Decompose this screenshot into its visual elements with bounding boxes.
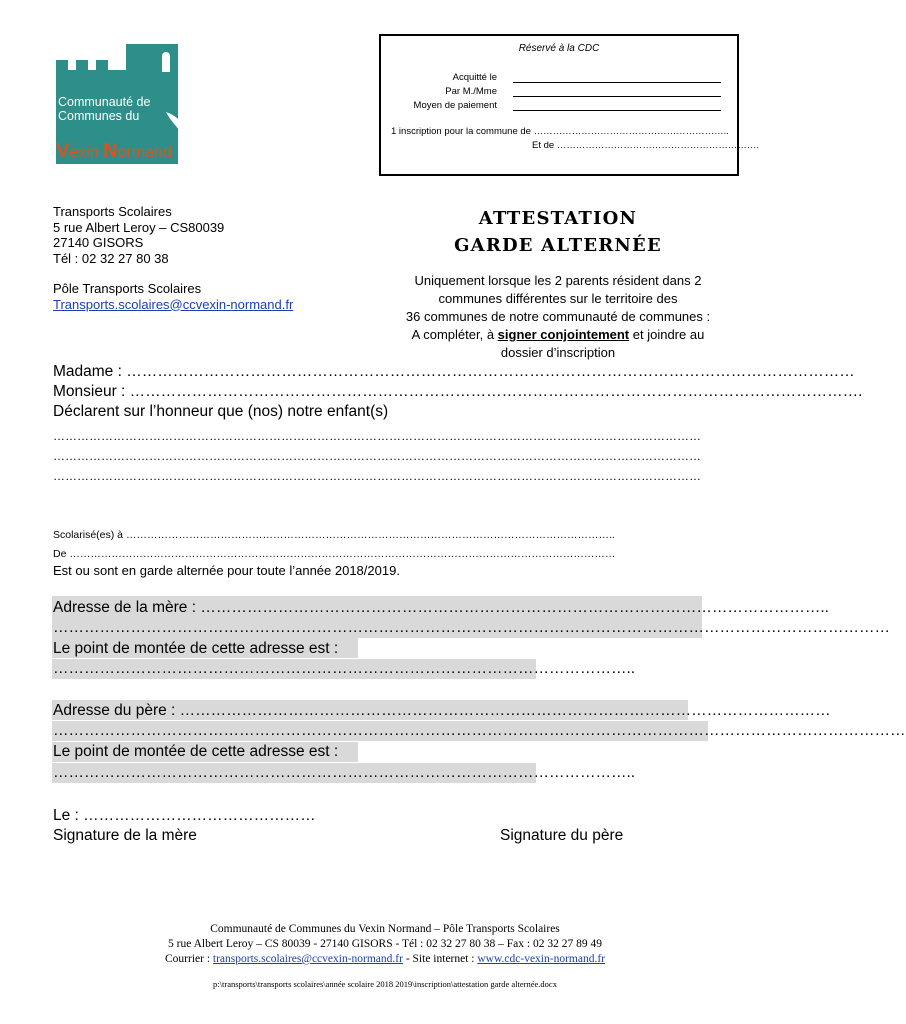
monsieur-field[interactable]: Monsieur : ……………………………………………………………………………………………………………………………. xyxy=(53,383,863,400)
footer-website-link[interactable]: www.cdc-vexin-normand.fr xyxy=(477,953,605,965)
et-de-commune: Et de ………………………………………………………. xyxy=(532,140,759,151)
contact-email-link[interactable]: Transports.scolaires@ccvexin-normand.fr xyxy=(53,296,294,312)
inscription-commune: 1 inscription pour la commune de …………………………………………………….. xyxy=(391,126,729,137)
father-address-line2[interactable]: ………………………………………………………………………………………………………………………………………………… xyxy=(53,722,906,739)
par-label: Par M./Mme xyxy=(445,86,497,97)
logo-text-line1: Communauté de xyxy=(58,95,151,109)
contact-phone: Tél : 02 32 27 80 38 xyxy=(53,250,169,266)
reserved-cdc-box xyxy=(379,34,759,176)
declare-label: Déclarent sur l’honneur que (nos) notre enfant(s) xyxy=(53,403,389,420)
father-address-field[interactable]: Adresse du père : ……………………………………………………………………………………………………………… xyxy=(53,702,831,719)
acquitte-line[interactable] xyxy=(513,81,721,83)
mother-pickup-label: Le point de montée de cette adresse est : xyxy=(53,640,339,657)
moyen-paiement-label: Moyen de paiement xyxy=(413,100,497,111)
de-field[interactable]: De ………………………………………………………………………………………………………………………………………… xyxy=(53,548,616,560)
contact-line: 5 rue Albert Leroy – CS80039 xyxy=(53,219,225,235)
acquitte-label: Acquitté le xyxy=(452,72,497,83)
logo-text-line2: Communes du xyxy=(58,109,140,123)
contact-line: Transports Scolaires xyxy=(53,204,172,219)
mother-pickup-field[interactable]: ………………………………………………………………………………………………….. xyxy=(53,660,636,677)
mother-address-line2[interactable]: ……………………………………………………………………………………………………………………………………………… xyxy=(53,619,890,636)
madame-field[interactable]: Madame : …………………………………………………………………………………………………………………………… xyxy=(53,363,855,380)
contact-block xyxy=(53,204,293,312)
logo xyxy=(52,40,212,170)
contact-line: 27140 GISORS xyxy=(53,235,144,250)
father-pickup-field[interactable]: ………………………………………………………………………………………………….. xyxy=(53,764,636,781)
signer-conjointement: signer conjointement xyxy=(497,327,630,342)
reserved-title: Réservé à la CDC xyxy=(518,43,600,54)
moyen-paiement-line[interactable] xyxy=(513,109,721,111)
date-field[interactable]: Le : ……………………………………… xyxy=(53,807,316,824)
file-path: p:\transports\transports scolaires\année scolaire 2018 2019\inscription\attestation garde alternée.docx xyxy=(213,979,557,989)
logo-vexin-normand: Vexin Normand xyxy=(56,140,172,162)
child-line-1[interactable]: ……………………………………………………………………………………………………………………………………………… xyxy=(53,429,701,443)
contact-line: Pôle Transports Scolaires xyxy=(53,281,202,296)
scolarise-field[interactable]: Scolarisé(es) à ………………………………………………………………………………………………………………………….. xyxy=(53,529,615,541)
page-title: ATTESTATION GARDE ALTERNÉE xyxy=(454,208,662,256)
child-line-2[interactable]: ……………………………………………………………………………………………………………………………………………… xyxy=(53,449,701,463)
garde-alternee-statement: Est ou sont en garde alternée pour toute l’année 2018/2019. xyxy=(53,563,400,578)
father-pickup-label: Le point de montée de cette adresse est : xyxy=(53,743,339,760)
footer xyxy=(0,922,770,967)
signature-mother-label: Signature de la mère xyxy=(53,827,197,844)
signature-father-label: Signature du père xyxy=(500,827,624,844)
footer-line1: Communauté de Communes du Vexin Normand – Pôle Transports Scolaires xyxy=(210,923,560,935)
footer-line3: Courrier : transports.scolaires@ccvexin-normand.fr - Site internet : www.cdc-vexin-normand.fr xyxy=(164,953,605,965)
intro-paragraph: Uniquement lorsque les 2 parents résident dans 2 communes différentes sur le territoire des 36 communes de notre communauté de communes : A compléter, à signer conjointement et joindre au dossier d’inscription xyxy=(405,273,711,360)
child-line-3[interactable]: ……………………………………………………………………………………………………………………………………………… xyxy=(53,469,701,483)
mother-address-field[interactable]: Adresse de la mère : ………………………………………………………………………………………………………….. xyxy=(53,599,829,616)
footer-email-link[interactable]: transports.scolaires@ccvexin-normand.fr xyxy=(212,953,403,965)
par-line[interactable] xyxy=(513,95,721,97)
footer-line2: 5 rue Albert Leroy – CS 80039 - 27140 GISORS - Tél : 02 32 27 80 38 – Fax : 02 32 27 89 49 xyxy=(168,938,602,950)
